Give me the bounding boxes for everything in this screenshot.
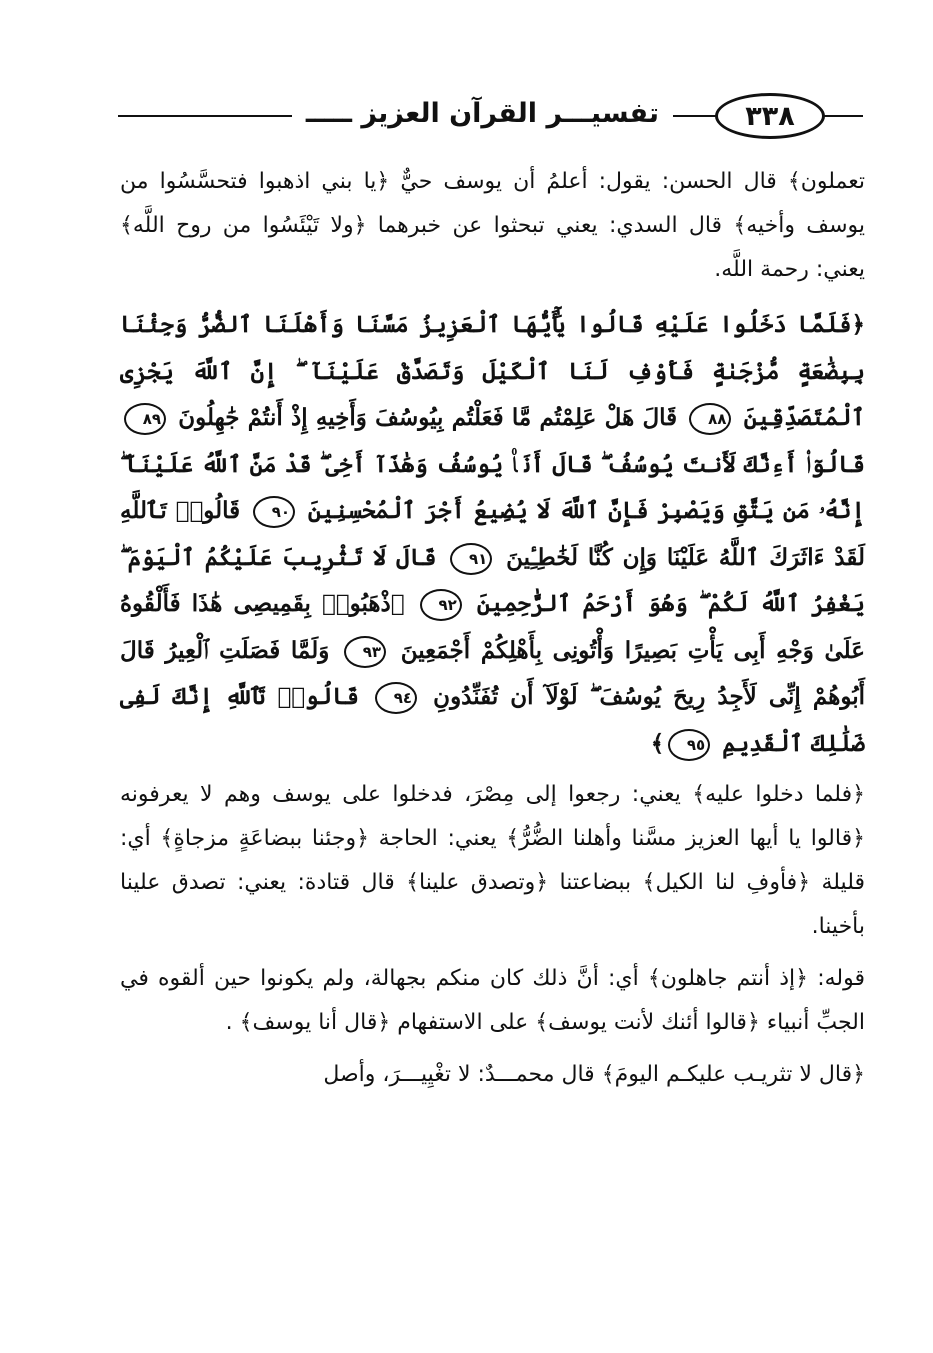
quran-verses-block — [120, 302, 865, 767]
ayah-number-93: ٩٣ — [344, 636, 386, 668]
verse-closing-bracket: ﴾ — [650, 729, 665, 757]
verse-text-95: قَالُوا۟ تَٱللَّهِ إِنَّكَ لَفِى ضَلَٰلِكَ ٱلْقَدِيمِ — [120, 683, 865, 757]
ayah-number-94: ٩٤ — [375, 682, 417, 714]
page-header — [118, 88, 863, 140]
ayah-number-95: ٩٥ — [668, 729, 710, 761]
ayah-number-88: ٨٨ — [689, 403, 731, 435]
commentary-paragraph-3: قوله: ﴿إذ أنتم جاهلون﴾ أي: أنَّ ذلك كان منكم بجهالة، ولم يكونوا حين ألقوه في الجبِّ أنبياء ﴿قالوا أئنك لأنت يوسف﴾ على الاستفهام ﴿قال أنا يوسف﴾ . — [120, 966, 865, 1035]
ayah-number-89: ٨٩ — [124, 403, 166, 435]
ayah-number-91: ٩١ — [450, 543, 492, 575]
commentary-paragraph-2: ﴿فلما دخلوا عليه﴾ يعني: رجعوا إلى مِصْرَ، فدخلوا على يوسف وهم لا يعرفونه ﴿قالوا يا أيها العزيز مسَّنا وأهلنا الضُّرُّ﴾ يعني: الحاجة ﴿وجئنا ببضاعَةٍ مزجاةٍ﴾ أي: قليلة ﴿فأوفِ لنا الكيل﴾ ببضاعتنا ﴿وتصدق علينا﴾ قال قتادة: يعني: تصدق علينا بأخينا. — [120, 782, 865, 939]
commentary-paragraph-4: ﴿قال لا تثريـب عليكـم اليومَ﴾ قال محمـــدٌ: لا تغْيِيـــرَ، وأصل — [323, 1062, 865, 1087]
running-title: تفسيـــر القرآن العزيز ـــــ — [292, 96, 673, 132]
page-body — [120, 160, 865, 1097]
verse-text-88: ﴿فَلَمَّا دَخَلُوا عَلَيْهِ قَالُوا يَٰٓأَيُّهَا ٱلْعَزِيزُ مَسَّنَا وَأَهْلَنَا ٱلضُّرُّ وَجِئْنَا بِبِضَٰعَةٍ مُّزْجَىٰةٍ فَأَوْفِ لَنَا ٱلْكَيْلَ وَتَصَدَّقْ عَلَيْنَآ ۖ إِنَّ ٱللَّهَ يَجْزِى ٱلْمُتَصَدِّقِينَ — [120, 311, 865, 431]
verse-text-90: قَالُوٓا۟ أَءِنَّكَ لَأَنتَ يُوسُفُ ۖ قَالَ أَنَا۠ يُوسُفُ وَهَٰذَآ أَخِى ۖ قَدْ مَنَّ ٱللَّهُ عَلَيْنَآ ۖ إِنَّهُۥ مَن يَتَّقِ وَيَصْبِرْ فَإِنَّ ٱللَّهَ لَا يُضِيعُ أَجْرَ ٱلْمُحْسِنِينَ — [120, 450, 865, 524]
page-number: ٣٣٨ — [715, 93, 825, 139]
verse-text-93: ٱذْهَبُوا۟ بِقَمِيصِى هَٰذَا فَأَلْقُوهُ عَلَىٰ وَجْهِ أَبِى يَأْتِ بَصِيرًا وَأْتُونِى بِأَهْلِكُمْ أَجْمَعِينَ — [120, 590, 865, 664]
verse-text-94: وَلَمَّا فَصَلَتِ ٱلْعِيرُ قَالَ أَبُوهُمْ إِنِّى لَأَجِدُ رِيحَ يُوسُفَ ۖ لَوْلَآ أَن تُفَنِّدُونِ — [120, 636, 865, 710]
verse-text-89: قَالَ هَلْ عَلِمْتُم مَّا فَعَلْتُم بِيُوسُفَ وَأَخِيهِ إِذْ أَنتُمْ جَٰهِلُونَ — [178, 404, 678, 431]
ayah-number-90: ٩٠ — [253, 496, 295, 528]
commentary-paragraph-1: تعملون﴾ قال الحسن: يقول: أعلمُ أن يوسف حيٌّ ﴿يا بني اذهبوا فتحسَّسُوا من يوسف وأخيه﴾ قال السدي: يعني تبحثوا عن خبرهما ﴿ولا تَيْئَسُوا من روح اللَّه﴾ يعني: رحمة اللَّه. — [120, 169, 865, 282]
verse-text-91: قَالُوا۟ تَٱللَّهِ لَقَدْ ءَاثَرَكَ ٱللَّهُ عَلَيْنَا وَإِن كُنَّا لَخَٰطِـِٔينَ — [120, 497, 865, 571]
verse-text-92: قَالَ لَا تَثْرِيبَ عَلَيْكُمُ ٱلْيَوْمَ ۖ يَغْفِرُ ٱللَّهُ لَكُمْ ۖ وَهُوَ أَرْحَمُ ٱلرَّٰحِمِينَ — [120, 543, 865, 617]
ayah-number-92: ٩٢ — [420, 589, 462, 621]
